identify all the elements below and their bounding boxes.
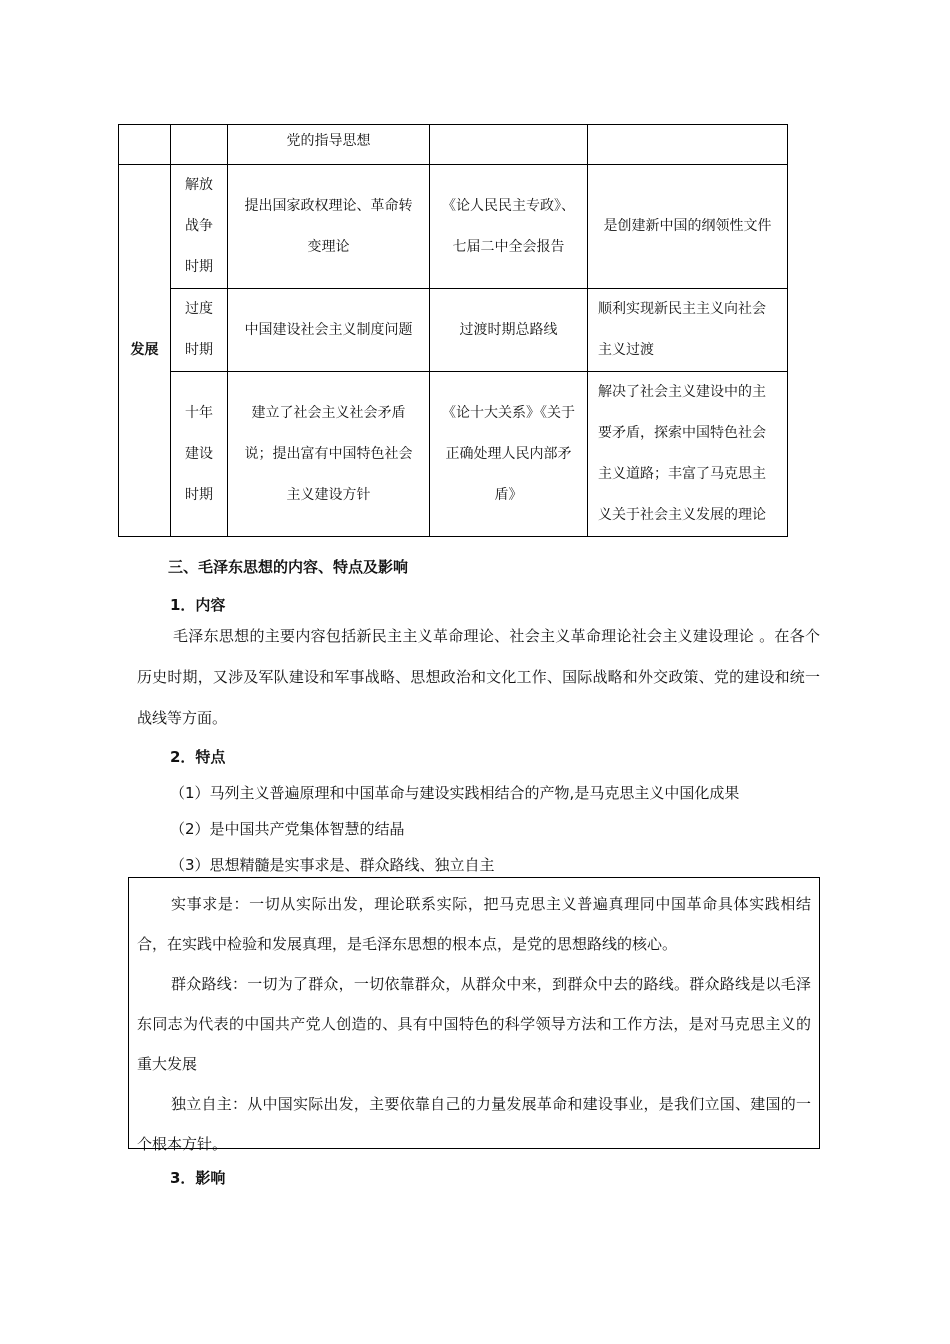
content-heading: 1．内容: [170, 596, 226, 614]
table-cell-topic: 党的指导思想: [228, 125, 430, 165]
principle-paragraph: 实事求是：一切从实际出发，理论联系实际，把马克思主义普遍真理同中国革命具体实践相结合，在实践中检验和发展真理，是毛泽东思想的根本点，是党的思想路线的核心。: [137, 895, 811, 953]
table-cell: [119, 125, 171, 165]
period-cell: 过度 时期: [171, 289, 228, 372]
content-cell: 提出国家政权理论、革命转变理论: [228, 165, 430, 289]
principle-paragraph: 群众路线：一切为了群众，一切依靠群众，从群众中来，到群众中去的路线。群众路线是以毛泽东同志为代表的中国共产党人创造的、具有中国特色的科学领导方法和工作方法，是对马克思主义的重大发展: [137, 975, 811, 1073]
significance-cell: 解决了社会主义建设中的主要矛盾，探索中国特色社会主义道路；丰富了马克思主义关于社会主义发展的理论: [588, 372, 788, 537]
principles-box: [128, 877, 820, 1153]
influence-heading: 3．影响: [170, 1169, 226, 1187]
stage-cell: 发展: [119, 165, 171, 537]
works-cell: 过渡时期总路线: [430, 289, 588, 372]
works-cell: 《论十大关系》《关于正确处理人民内部矛盾》: [430, 372, 588, 537]
period-cell: 解放 战争 时期: [171, 165, 228, 289]
feature-item: （3）思想精髓是实事求是、群众路线、独立自主: [170, 856, 495, 874]
table-cell: [171, 125, 228, 165]
content-paragraph: 毛泽东思想的主要内容包括新民主主义革命理论、社会主义革命理论社会主义建设理论 。在各个历史时期，又涉及军队建设和军事战略、思想政治和文化工作、国际战略和外交政策、党的建设和统一战线等方面。: [137, 627, 820, 727]
table-row: [119, 372, 788, 537]
table-row: [119, 289, 788, 372]
principle-paragraph: 独立自主：从中国实际出发，主要依靠自己的力量发展革命和建设事业，是我们立国、建国的一个根本方针。: [137, 1095, 811, 1153]
feature-item: （2）是中国共产党集体智慧的结晶: [170, 820, 405, 838]
significance-cell: 是创建新中国的纲领性文件: [588, 165, 788, 289]
table-cell: [430, 125, 588, 165]
thought-development-table: [118, 124, 788, 537]
table-cell: [588, 125, 788, 165]
section-heading: 三、毛泽东思想的内容、特点及影响: [168, 558, 409, 576]
significance-cell: 顺利实现新民主主义向社会主义过渡: [588, 289, 788, 372]
works-cell: 《论人民民主专政》、七届二中全会报告: [430, 165, 588, 289]
table-row: [119, 165, 788, 289]
table-row: [119, 125, 788, 165]
features-heading: 2．特点: [170, 748, 226, 766]
content-cell: 建立了社会主义社会矛盾说；提出富有中国特色社会主义建设方针: [228, 372, 430, 537]
period-cell: 十年 建设 时期: [171, 372, 228, 537]
content-cell: 中国建设社会主义制度问题: [228, 289, 430, 372]
feature-item: （1）马列主义普遍原理和中国革命与建设实践相结合的产物,是马克思主义中国化成果: [170, 784, 740, 802]
